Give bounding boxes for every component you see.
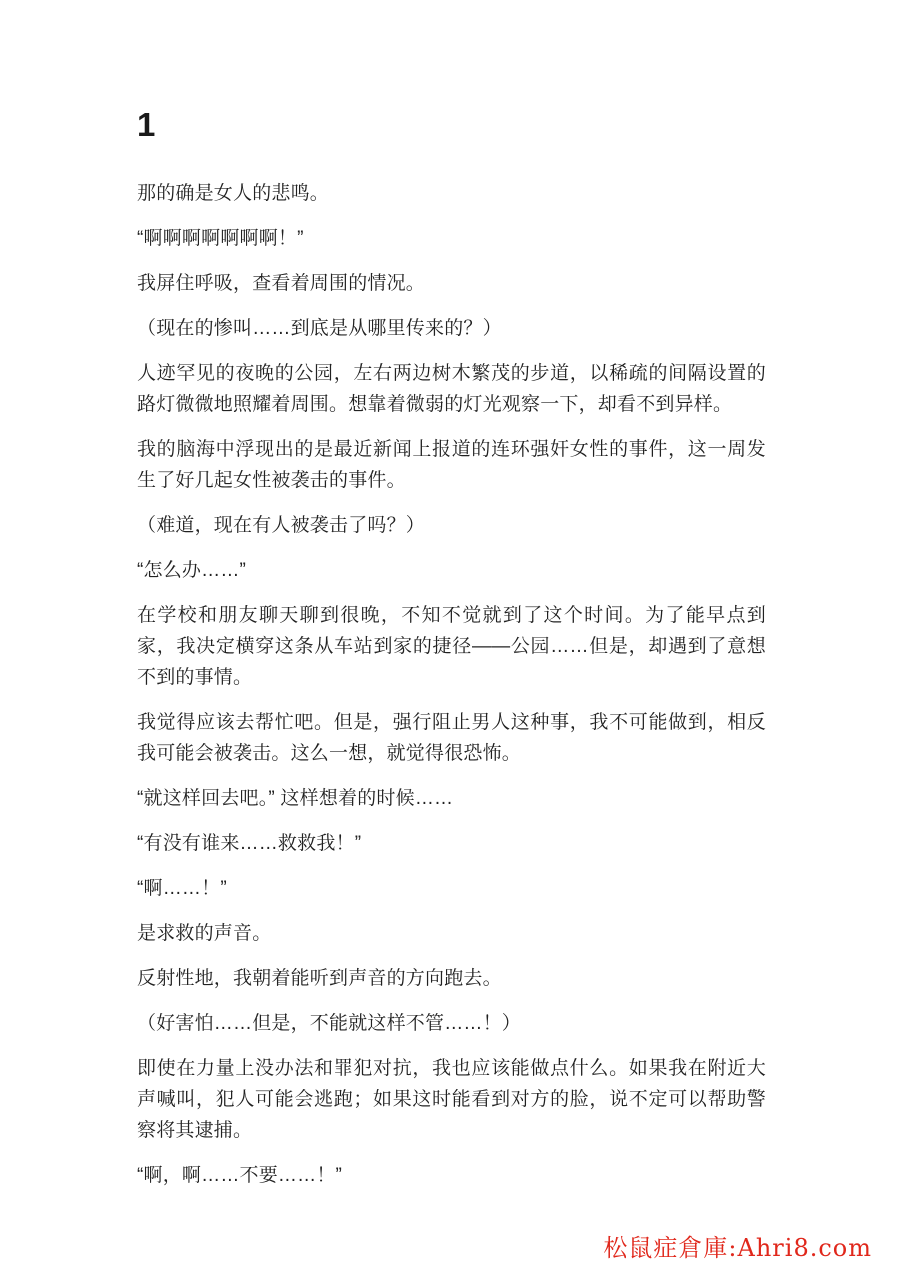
paragraph: （现在的惨叫……到底是从哪里传来的？） xyxy=(137,318,502,339)
chapter-number: 1 xyxy=(137,106,156,143)
paragraph: 即使在力量上没办法和罪犯对抗，我也应该能做点什么。如果我在附近大声喊叫，犯人可能会逃跑；如果这时能看到对方的脸，说不定可以帮助警察将其逮捕。 xyxy=(137,1058,766,1141)
paragraph: 反射性地，我朝着能听到声音的方向跑去。 xyxy=(137,968,502,989)
paragraph: “啊，啊……不要……！” xyxy=(137,1165,343,1186)
paragraph: “就这样回去吧。” 这样想着的时候…… xyxy=(137,788,454,809)
paragraph: （难道，现在有人被袭击了吗？） xyxy=(137,515,426,536)
paragraph: 那的确是女人的悲鸣。 xyxy=(137,183,330,204)
paragraph: 我屏住呼吸，查看着周围的情况。 xyxy=(137,273,426,294)
paragraph: “怎么办……” xyxy=(137,560,247,581)
paragraph: 我觉得应该去帮忙吧。但是，强行阻止男人这种事，我不可能做到，相反我可能会被袭击。这么一想，就觉得很恐怖。 xyxy=(137,712,766,764)
paragraph: “啊啊啊啊啊啊啊！” xyxy=(137,228,304,249)
page-content xyxy=(137,106,766,1205)
paragraph: 在学校和朋友聊天聊到很晚，不知不觉就到了这个时间。为了能早点到家，我决定横穿这条从车站到家的捷径——公园……但是，却遇到了意想不到的事情。 xyxy=(137,605,766,688)
paragraph: “有没有谁来……救救我！” xyxy=(137,833,362,854)
watermark: 松鼠症倉庫:Ahri8.com xyxy=(603,1234,872,1262)
paragraph: 我的脑海中浮现出的是最近新闻上报道的连环强奸女性的事件，这一周发生了好几起女性被袭击的事件。 xyxy=(137,439,766,491)
paragraph: 是求救的声音。 xyxy=(137,923,272,944)
body-text xyxy=(137,178,766,1191)
paragraph: 人迹罕见的夜晚的公园，左右两边树木繁茂的步道，以稀疏的间隔设置的路灯微微地照耀着周围。想靠着微弱的灯光观察一下，却看不到异样。 xyxy=(137,363,766,415)
paragraph: “啊……！” xyxy=(137,878,227,899)
paragraph: （好害怕……但是，不能就这样不管……！） xyxy=(137,1013,522,1034)
